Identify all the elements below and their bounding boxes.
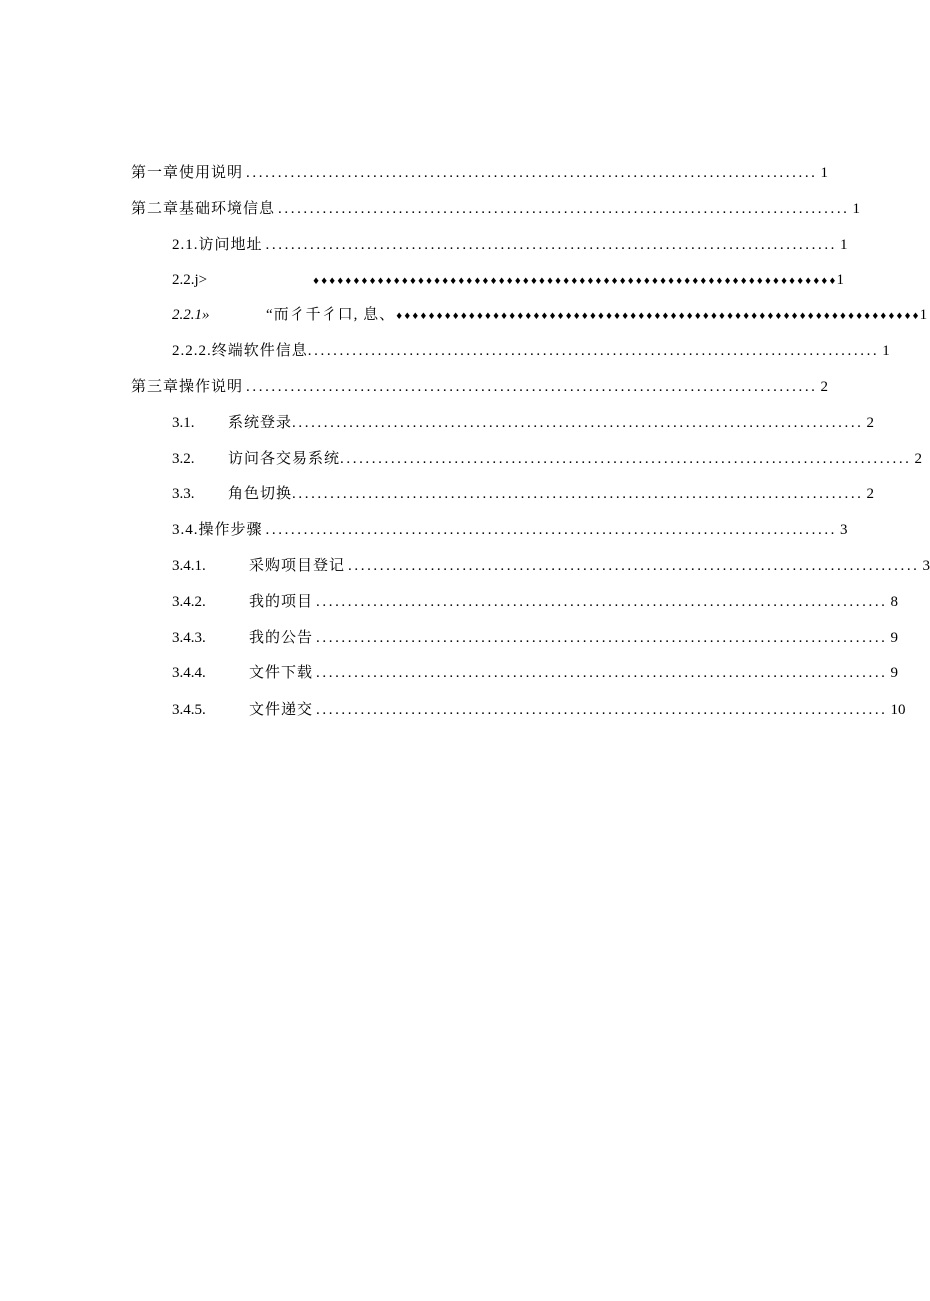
toc-leader-dots: .......................................................................................... — [265, 522, 838, 538]
toc-leader-dots: .......................................................................................... — [340, 451, 912, 467]
toc-page-number: 8 — [890, 594, 899, 610]
toc-entry-title: 第一章使用说明 — [131, 165, 244, 181]
toc-page-number: 10 — [890, 702, 906, 718]
toc-entry-3-4[interactable] — [172, 518, 848, 542]
toc-leader-dots: .......................................................................................... — [246, 165, 818, 181]
toc-page-number: 1 — [820, 165, 829, 181]
toc-entry-3-4-5[interactable] — [172, 698, 906, 722]
toc-page-number: 1 — [840, 237, 848, 253]
toc-entry-3-4-1[interactable] — [172, 554, 930, 578]
toc-entry-number: 2.2.j> — [172, 272, 208, 288]
toc-leader-diamonds: ♦♦♦♦♦♦♦♦♦♦♦♦♦♦♦♦♦♦♦♦♦♦♦♦♦♦♦♦♦♦♦♦♦♦♦♦♦♦♦♦♦♦♦♦♦♦♦♦♦♦♦♦♦♦♦♦♦♦♦♦♦♦♦♦♦ — [312, 277, 837, 287]
toc-page-number: 1 — [836, 272, 844, 288]
toc-entry-2-2[interactable] — [172, 268, 844, 292]
toc-entry-title: 第三章操作说明 — [131, 379, 244, 395]
toc-leader-dots: .......................................................................................... — [265, 237, 838, 253]
toc-entry-title: 文件下载 — [249, 665, 314, 681]
toc-page-number: 3 — [922, 558, 930, 574]
toc-entry-3-1[interactable] — [172, 411, 875, 435]
toc-entry-title: 系统登录 — [228, 415, 293, 431]
toc-entry-title: 文件递交 — [249, 702, 314, 718]
toc-entry-chapter-1[interactable] — [131, 161, 829, 185]
toc-entry-number: 3.4.5. — [172, 702, 206, 718]
toc-leader-dots: .......................................................................................... — [292, 415, 864, 431]
toc-entry-title: “而彳千彳口, 息、 — [266, 307, 396, 323]
toc-leader-diamonds: ♦♦♦♦♦♦♦♦♦♦♦♦♦♦♦♦♦♦♦♦♦♦♦♦♦♦♦♦♦♦♦♦♦♦♦♦♦♦♦♦♦♦♦♦♦♦♦♦♦♦♦♦♦♦♦♦♦♦♦♦♦♦♦♦♦ — [395, 312, 920, 322]
toc-leader-dots: .......................................................................................... — [246, 379, 818, 395]
toc-leader-dots: .......................................................................................... — [316, 665, 888, 681]
toc-page-number: 1 — [919, 307, 928, 323]
toc-entry-2-1[interactable] — [172, 233, 848, 257]
toc-leader-dots: .......................................................................................... — [316, 702, 888, 718]
toc-page-number: 1 — [882, 343, 890, 359]
toc-entry-number: 3.3. — [172, 486, 195, 502]
toc-entry-number: 3.4.3. — [172, 630, 206, 646]
toc-entry-title: 3.4.操作步骤 — [172, 522, 263, 538]
toc-entry-3-4-2[interactable] — [172, 590, 899, 614]
toc-leader-dots: .......................................................................................... — [307, 343, 880, 359]
toc-entry-number: 3.4.1. — [172, 558, 206, 574]
toc-entry-title: 第二章基础环境信息 — [131, 201, 276, 217]
toc-entry-3-4-3[interactable] — [172, 626, 899, 650]
toc-entry-number: 3.2. — [172, 451, 195, 467]
toc-leader-dots: .......................................................................................... — [316, 630, 888, 646]
toc-entry-title: 我的公告 — [249, 630, 314, 646]
toc-page-number: 2 — [914, 451, 923, 467]
toc-entry-chapter-2[interactable] — [131, 197, 861, 221]
toc-entry-3-2[interactable] — [172, 447, 923, 471]
toc-leader-dots: .......................................................................................... — [348, 558, 920, 574]
toc-entry-title: 我的项目 — [249, 594, 314, 610]
toc-page-number: 2 — [866, 415, 875, 431]
toc-entry-2-2-2[interactable] — [172, 339, 890, 363]
toc-entry-number: 3.4.4. — [172, 665, 206, 681]
toc-entry-number: 3.4.2. — [172, 594, 206, 610]
toc-page-number: 2 — [866, 486, 875, 502]
toc-leader-dots: .......................................................................................... — [316, 594, 888, 610]
toc-entry-title: 采购项目登记 — [249, 558, 346, 574]
toc-entry-3-4-4[interactable] — [172, 661, 899, 685]
toc-page-number: 9 — [890, 630, 899, 646]
toc-entry-chapter-3[interactable] — [131, 375, 829, 399]
toc-entry-title: 2.1.访问地址 — [172, 237, 263, 253]
toc-entry-number: 3.1. — [172, 415, 195, 431]
toc-page-number: 9 — [890, 665, 899, 681]
toc-leader-dots: .......................................................................................... — [278, 201, 850, 217]
toc-entry-3-3[interactable] — [172, 482, 875, 506]
toc-entry-number: 2.2.1» — [172, 307, 210, 323]
toc-page-number: 3 — [840, 522, 848, 538]
toc-entry-title: 2.2.2.终端软件信息 — [172, 343, 308, 359]
toc-page-number: 2 — [820, 379, 829, 395]
toc-entry-2-2-1[interactable] — [172, 303, 928, 327]
toc-leader-dots: .......................................................................................... — [292, 486, 864, 502]
toc-entry-title: 访问各交易系统 — [228, 451, 341, 467]
toc-page-number: 1 — [852, 201, 861, 217]
toc-entry-title: 角色切换 — [228, 486, 293, 502]
